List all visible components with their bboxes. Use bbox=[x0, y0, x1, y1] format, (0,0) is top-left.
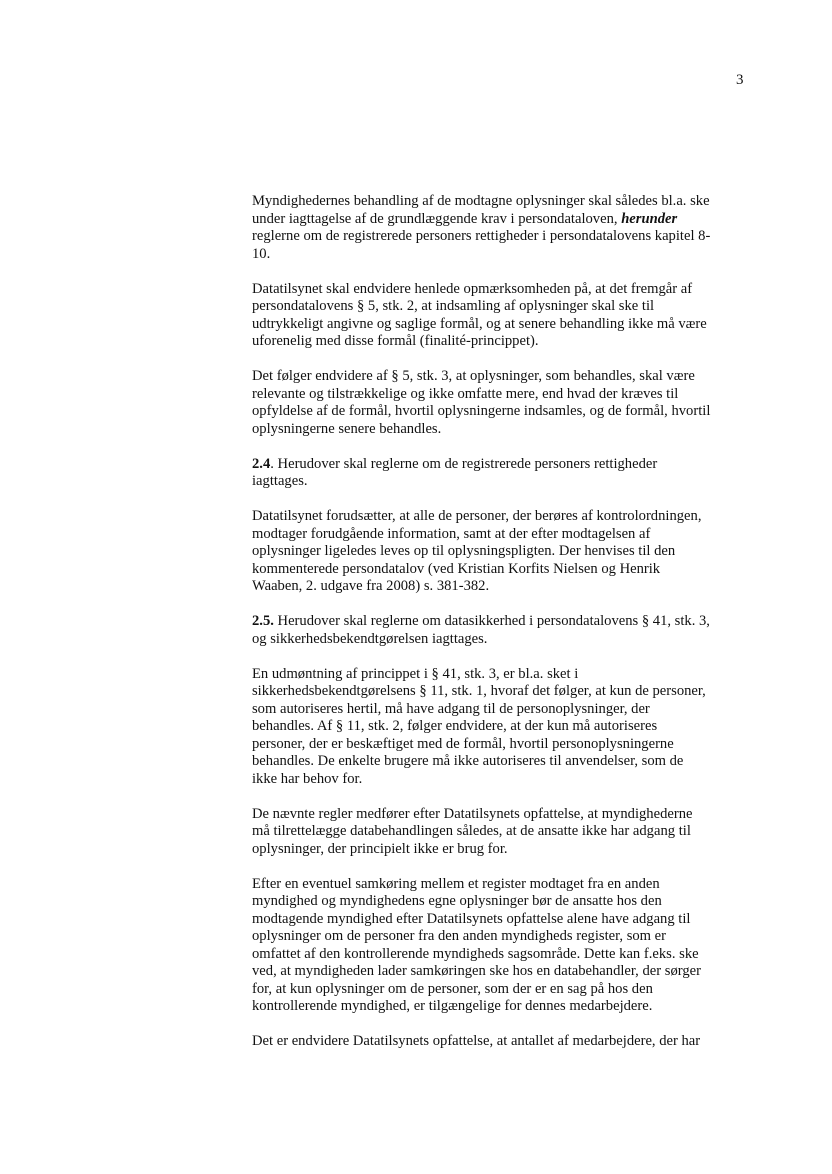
text-segment: oplysningerne senere behandles. bbox=[252, 420, 442, 437]
text-segment: personer, der er beskæftiget med de formål, hvortil personoplysningerne bbox=[252, 735, 674, 752]
text-line bbox=[252, 613, 750, 631]
text-segment: behandles. De enkelte brugere må ikke autoriseres til anvendelser, som de bbox=[252, 753, 684, 769]
section-number: 2.5. bbox=[252, 613, 274, 629]
text-line bbox=[252, 228, 750, 246]
paragraph bbox=[252, 1033, 750, 1051]
text-segment: under iagttagelse af de grundlæggende krav i persondataloven, bbox=[252, 210, 622, 227]
text-segment: modtagende myndighed efter Datatilsynets opfattelse alene have adgang til bbox=[252, 910, 691, 927]
text-line bbox=[252, 718, 750, 736]
text-segment: kontrollerende myndighed, er tilgængelige for dennes medarbejdere. bbox=[252, 998, 653, 1014]
paragraph bbox=[252, 806, 750, 859]
text-line bbox=[252, 683, 750, 701]
text-segment: oplysninger, der principielt ikke er brug for. bbox=[252, 840, 508, 857]
text-segment: for, at kun oplysninger om de personer, som der er en sag på hos den bbox=[252, 980, 653, 997]
text-segment: 10. bbox=[252, 245, 271, 262]
text-line bbox=[252, 526, 750, 544]
text-segment: behandles. Af § 11, stk. 2, følger endvidere, at der kun må autoriseres bbox=[252, 718, 658, 734]
text-segment: omfattet af den kontrollerende myndigheds sagsområde. Dette kan f.eks. ske bbox=[252, 945, 699, 962]
text-segment: iagttages. bbox=[252, 473, 308, 489]
paragraph bbox=[252, 281, 750, 351]
text-segment: ikke har behov for. bbox=[252, 770, 363, 787]
text-line bbox=[252, 841, 750, 859]
text-line bbox=[252, 368, 750, 386]
text-line bbox=[252, 736, 750, 754]
document-body bbox=[252, 193, 750, 1068]
text-line bbox=[252, 456, 750, 474]
text-line bbox=[252, 946, 750, 964]
section-number: 2.4 bbox=[252, 455, 271, 472]
text-segment: opfyldelse af de formål, hvortil oplysningerne indsamles, og de formål, hvortil bbox=[252, 403, 711, 419]
text-segment: som autoriseres hertil, må have adgang til de personoplysninger, der bbox=[252, 700, 650, 717]
text-line bbox=[252, 386, 750, 404]
text-line bbox=[252, 771, 750, 789]
text-line bbox=[252, 998, 750, 1016]
text-segment: oplysninger ligeledes leves op til oplysningspligten. Der henvises til den bbox=[252, 543, 676, 559]
text-segment: De nævnte regler medfører efter Datatilsynets opfattelse, at myndighederne bbox=[252, 805, 693, 822]
text-line bbox=[252, 281, 750, 299]
text-line bbox=[252, 211, 750, 229]
text-segment: sikkerhedsbekendtgørelsens § 11, stk. 1, hvoraf det følger, at kun de personer, bbox=[252, 683, 706, 699]
text-segment: Det følger endvidere af § 5, stk. 3, at oplysninger, som behandles, skal være bbox=[252, 368, 695, 384]
text-segment: Herudover skal reglerne om datasikkerhed i persondatalovens § 41, stk. 3, bbox=[273, 613, 710, 629]
paragraph bbox=[252, 876, 750, 1016]
text-segment: persondatalovens § 5, stk. 2, at indsamling af oplysninger skal ske til bbox=[252, 298, 655, 314]
text-line bbox=[252, 421, 750, 439]
page-number: 3 bbox=[736, 72, 744, 88]
text-segment: myndighed og myndighedens egne oplysninger bør de ansatte hos den bbox=[252, 893, 662, 909]
text-line bbox=[252, 981, 750, 999]
text-line bbox=[252, 911, 750, 929]
text-segment: En udmøntning af princippet i § 41, stk. 3, er bl.a. sket i bbox=[252, 665, 579, 682]
emphasized-text: herunder bbox=[621, 210, 678, 227]
text-line bbox=[252, 193, 750, 211]
text-line bbox=[252, 246, 750, 264]
paragraph bbox=[252, 456, 750, 491]
text-line bbox=[252, 1033, 750, 1051]
text-line bbox=[252, 701, 750, 719]
text-line bbox=[252, 298, 750, 316]
text-line bbox=[252, 753, 750, 771]
text-segment: ved, at myndigheden lader samkøringen ske hos en databehandler, der sørger bbox=[252, 963, 701, 979]
text-line bbox=[252, 666, 750, 684]
text-line bbox=[252, 333, 750, 351]
text-segment: relevante og tilstrækkelige og ikke omfatte mere, end hvad der kræves til bbox=[252, 385, 679, 402]
text-segment: Datatilsynet forudsætter, at alle de personer, der berøres af kontrolordningen, bbox=[252, 508, 702, 524]
text-segment: . Herudover skal reglerne om de registrerede personers rettigheder bbox=[270, 455, 658, 472]
text-segment: Waaben, 2. udgave fra 2008) s. 381-382. bbox=[252, 578, 490, 594]
text-line bbox=[252, 928, 750, 946]
text-line bbox=[252, 963, 750, 981]
text-line bbox=[252, 543, 750, 561]
text-segment: reglerne om de registrerede personers rettigheder i persondatalovens kapitel 8- bbox=[252, 228, 711, 244]
paragraph bbox=[252, 193, 750, 263]
text-line bbox=[252, 631, 750, 649]
text-line bbox=[252, 473, 750, 491]
text-line bbox=[252, 876, 750, 894]
paragraph bbox=[252, 613, 750, 648]
text-segment: kommenterede persondatalov (ved Kristian Korfits Nielsen og Henrik bbox=[252, 560, 661, 577]
text-line bbox=[252, 316, 750, 334]
text-line bbox=[252, 508, 750, 526]
text-line bbox=[252, 561, 750, 579]
text-segment: Det er endvidere Datatilsynets opfattelse, at antallet af medarbejdere, der har bbox=[252, 1033, 701, 1049]
paragraph bbox=[252, 666, 750, 789]
paragraph bbox=[252, 508, 750, 596]
text-segment: må tilrettelægge databehandlingen således, at de ansatte ikke har adgang til bbox=[252, 823, 691, 839]
text-line bbox=[252, 893, 750, 911]
text-segment: udtrykkeligt angivne og saglige formål, og at senere behandling ikke må være bbox=[252, 315, 707, 332]
text-segment: modtager forudgående information, samt at der efter modtagelsen af bbox=[252, 525, 651, 542]
text-line bbox=[252, 578, 750, 596]
text-line bbox=[252, 806, 750, 824]
text-segment: oplysninger om de personer fra den anden myndigheds register, som er bbox=[252, 928, 667, 944]
text-segment: Efter en eventuel samkøring mellem et register modtaget fra en anden bbox=[252, 875, 660, 892]
text-line bbox=[252, 403, 750, 421]
text-segment: uforenelig med disse formål (finalité-princippet). bbox=[252, 333, 539, 349]
text-segment: Datatilsynet skal endvidere henlede opmærksomheden på, at det fremgår af bbox=[252, 280, 693, 297]
text-line bbox=[252, 823, 750, 841]
paragraph bbox=[252, 368, 750, 438]
text-segment: og sikkerhedsbekendtgørelsen iagttages. bbox=[252, 630, 488, 647]
text-segment: Myndighedernes behandling af de modtagne oplysninger skal således bl.a. ske bbox=[252, 193, 710, 209]
